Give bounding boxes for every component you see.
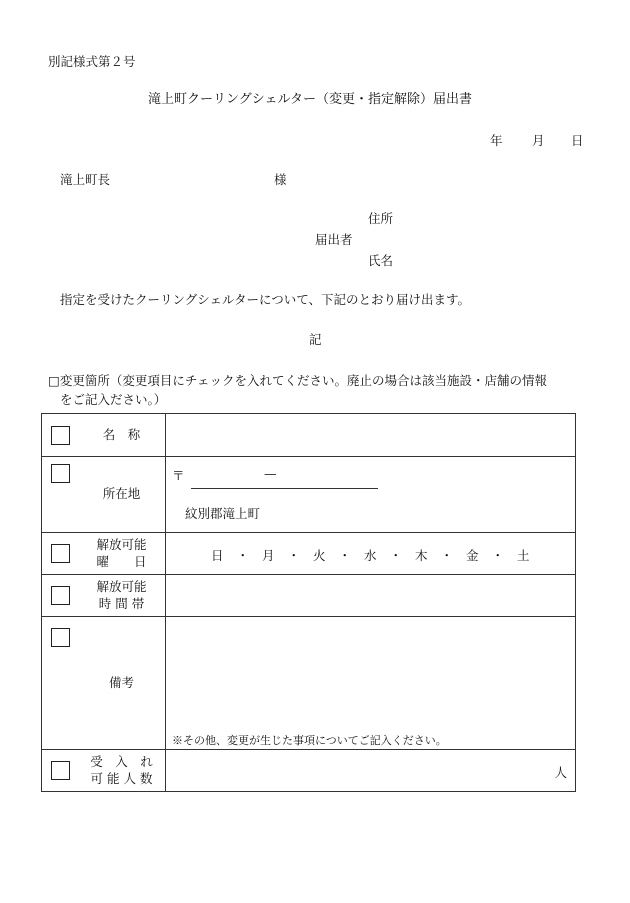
date-year: 年 <box>490 133 503 148</box>
applicant-label: 届出者 <box>315 232 353 247</box>
row-capacity <box>42 750 576 792</box>
weekday-separator: ・ <box>491 548 505 563</box>
days-value-cell <box>166 533 576 575</box>
row-remarks <box>42 617 576 750</box>
days-label-1: 解放可能 <box>96 537 147 552</box>
form-number: 別記様式第２号 <box>48 54 136 69</box>
remarks-label: 備考 <box>108 675 134 690</box>
capacity-value-cell[interactable] <box>166 750 576 792</box>
section-line-1 <box>48 371 547 389</box>
row-days <box>42 533 576 575</box>
row-name <box>42 414 576 457</box>
weekday-thu[interactable]: 木 <box>414 548 428 563</box>
remarks-checkbox[interactable] <box>51 628 70 647</box>
document-title: 滝上町クーリングシェルター（変更・指定解除）届出書 <box>148 92 472 107</box>
hours-checkbox[interactable] <box>51 586 70 605</box>
ki-heading: 記 <box>309 332 322 347</box>
weekday-separator: ・ <box>236 548 250 563</box>
capacity-checkbox[interactable] <box>51 761 70 780</box>
weekday-wed[interactable]: 水 <box>363 548 377 563</box>
weekday-sun[interactable]: 日 <box>210 548 224 563</box>
date-day: 日 <box>571 133 584 148</box>
days-label-2: 曜 日 <box>96 554 147 569</box>
hours-label-1: 解放可能 <box>96 579 147 594</box>
capacity-label-1: 受 入 れ <box>90 754 153 769</box>
weekday-options <box>166 546 575 564</box>
addressee-honorific: 様 <box>274 172 287 187</box>
weekday-separator: ・ <box>338 548 352 563</box>
section-checkbox: □ <box>48 373 60 388</box>
postal-underline <box>191 488 378 489</box>
change-items-table <box>41 413 576 792</box>
capacity-label-2: 可 能 人 数 <box>90 771 153 786</box>
label-cell-capacity <box>42 750 166 792</box>
label-cell-days <box>42 533 166 575</box>
town-name: 紋別郡滝上町 <box>185 506 261 521</box>
weekday-fri[interactable]: 金 <box>465 548 479 563</box>
weekday-sat[interactable]: 土 <box>516 548 530 563</box>
intro-text: 指定を受けたクーリングシェルターについて、下記のとおり届け出ます。 <box>60 292 471 307</box>
location-label: 所在地 <box>102 486 141 501</box>
weekday-mon[interactable]: 月 <box>261 548 275 563</box>
hours-value-cell[interactable] <box>166 575 576 617</box>
row-hours <box>42 575 576 617</box>
row-location <box>42 457 576 533</box>
label-cell-remarks <box>42 617 166 750</box>
label-cell-name <box>42 414 166 457</box>
applicant-address-label: 住所 <box>368 211 394 226</box>
weekday-separator: ・ <box>389 548 403 563</box>
postal-mark: 〒 <box>172 468 185 483</box>
addressee-name: 滝上町長 <box>60 172 111 187</box>
name-label: 名 称 <box>102 427 141 442</box>
date-month: 月 <box>532 133 545 148</box>
applicant-name-label: 氏名 <box>368 253 394 268</box>
section-text-1: 変更箇所（変更項目にチェックを入れてください。廃止の場合は該当施設・店舗の情報 <box>59 373 547 388</box>
section-line-2: をご記入ださい。） <box>60 392 167 407</box>
hours-label-2: 時 間 帯 <box>98 596 145 611</box>
weekday-separator: ・ <box>440 548 454 563</box>
days-checkbox[interactable] <box>51 544 70 563</box>
weekday-tue[interactable]: 火 <box>312 548 326 563</box>
location-value-cell[interactable] <box>166 457 576 533</box>
remarks-value-cell[interactable] <box>166 617 576 750</box>
name-value-cell[interactable] <box>166 414 576 457</box>
capacity-unit: 人 <box>554 765 567 780</box>
remarks-note: ※その他、変更が生じた事項についてご記入ください。 <box>172 734 447 747</box>
location-checkbox[interactable] <box>51 464 70 483</box>
name-checkbox[interactable] <box>51 426 70 445</box>
weekday-separator: ・ <box>287 548 301 563</box>
label-cell-hours <box>42 575 166 617</box>
label-cell-location <box>42 457 166 533</box>
postal-dash: — <box>264 466 277 481</box>
